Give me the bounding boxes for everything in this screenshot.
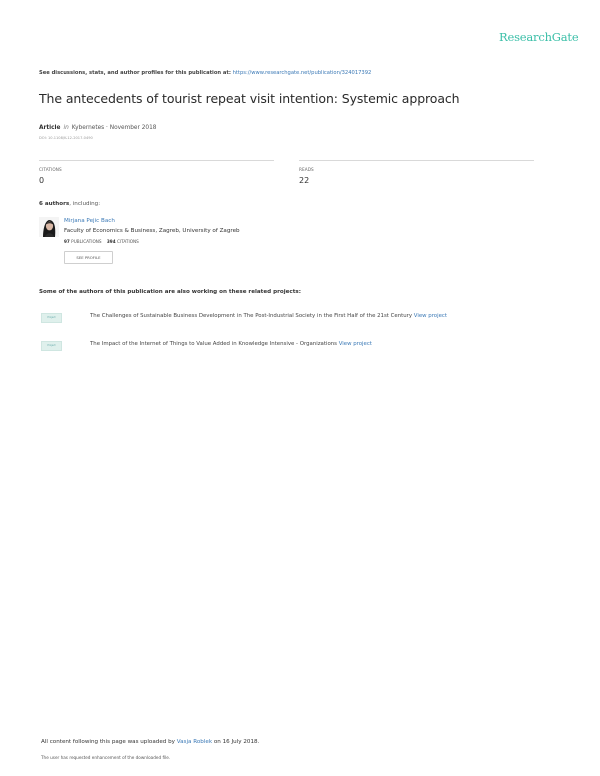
- upload-prefix: All content following this page was uploaded by: [41, 739, 175, 745]
- in-label: in: [63, 125, 69, 131]
- view-project-link[interactable]: View project: [413, 313, 447, 319]
- paper-title: The antecedents of tourist repeat visit intention: Systemic approach: [39, 91, 460, 106]
- see-profile-button[interactable]: SEE PROFILE: [64, 251, 113, 264]
- article-meta: [39, 125, 156, 131]
- related-project: [90, 341, 372, 347]
- view-project-link[interactable]: View project: [338, 341, 372, 347]
- author-affiliation: Faculty of Economics & Business, Zagreb, University of Zagreb: [64, 228, 240, 234]
- enhancement-note: The user has requested enhancement of the downloaded file.: [41, 755, 171, 760]
- project-title: The Challenges of Sustainable Business Development in The Post-Industrial Society in the First Half of the 21st Century: [90, 313, 413, 319]
- source-line: [39, 70, 371, 76]
- author-publications-count: 97: [64, 239, 70, 244]
- divider-citations: [39, 160, 274, 161]
- author-photo: [39, 217, 59, 237]
- uploader-link[interactable]: Vasja Roblek: [176, 739, 213, 745]
- author-publications-label: PUBLICATIONS: [71, 239, 102, 244]
- authors-suffix: , including:: [69, 201, 101, 207]
- author-citations-label: CITATIONS: [116, 239, 139, 244]
- divider-reads: [299, 160, 534, 161]
- researchgate-logo[interactable]: ResearchGate: [499, 30, 579, 44]
- journal-info: Kybernetes · November 2018: [71, 125, 157, 131]
- project-thumbnail[interactable]: [41, 313, 62, 323]
- author-stats: [64, 239, 139, 244]
- project-thumbnail-label: Project: [47, 316, 56, 319]
- author-citations-count: 394: [106, 239, 116, 244]
- related-project: [90, 313, 447, 319]
- project-thumbnail-label: Project: [47, 344, 56, 347]
- upload-info: [41, 739, 259, 745]
- project-title: The Impact of the Internet of Things to Value Added in Knowledge Intensive - Organizations: [90, 341, 337, 347]
- author-name[interactable]: Mirjana Pejic Bach: [64, 218, 115, 224]
- article-type: Article: [39, 125, 61, 131]
- source-label: See discussions, stats, and author profiles for this publication at:: [39, 70, 231, 76]
- publication-link[interactable]: https://www.researchgate.net/publication/324017392: [232, 70, 372, 76]
- citations-count: 0: [39, 176, 45, 185]
- authors-count: 6 authors: [39, 201, 70, 207]
- avatar[interactable]: [39, 217, 59, 237]
- authors-heading: [39, 201, 100, 207]
- reads-label: READS: [299, 167, 314, 172]
- citations-label: CITATIONS: [39, 167, 62, 172]
- doi: DOI: 10.1108/K-12-2017-0490: [39, 136, 93, 140]
- project-thumbnail[interactable]: [41, 341, 62, 351]
- related-projects-heading: Some of the authors of this publication are also working on these related projects:: [39, 289, 301, 295]
- upload-date: on 16 July 2018.: [213, 739, 260, 745]
- reads-count: 22: [299, 176, 310, 185]
